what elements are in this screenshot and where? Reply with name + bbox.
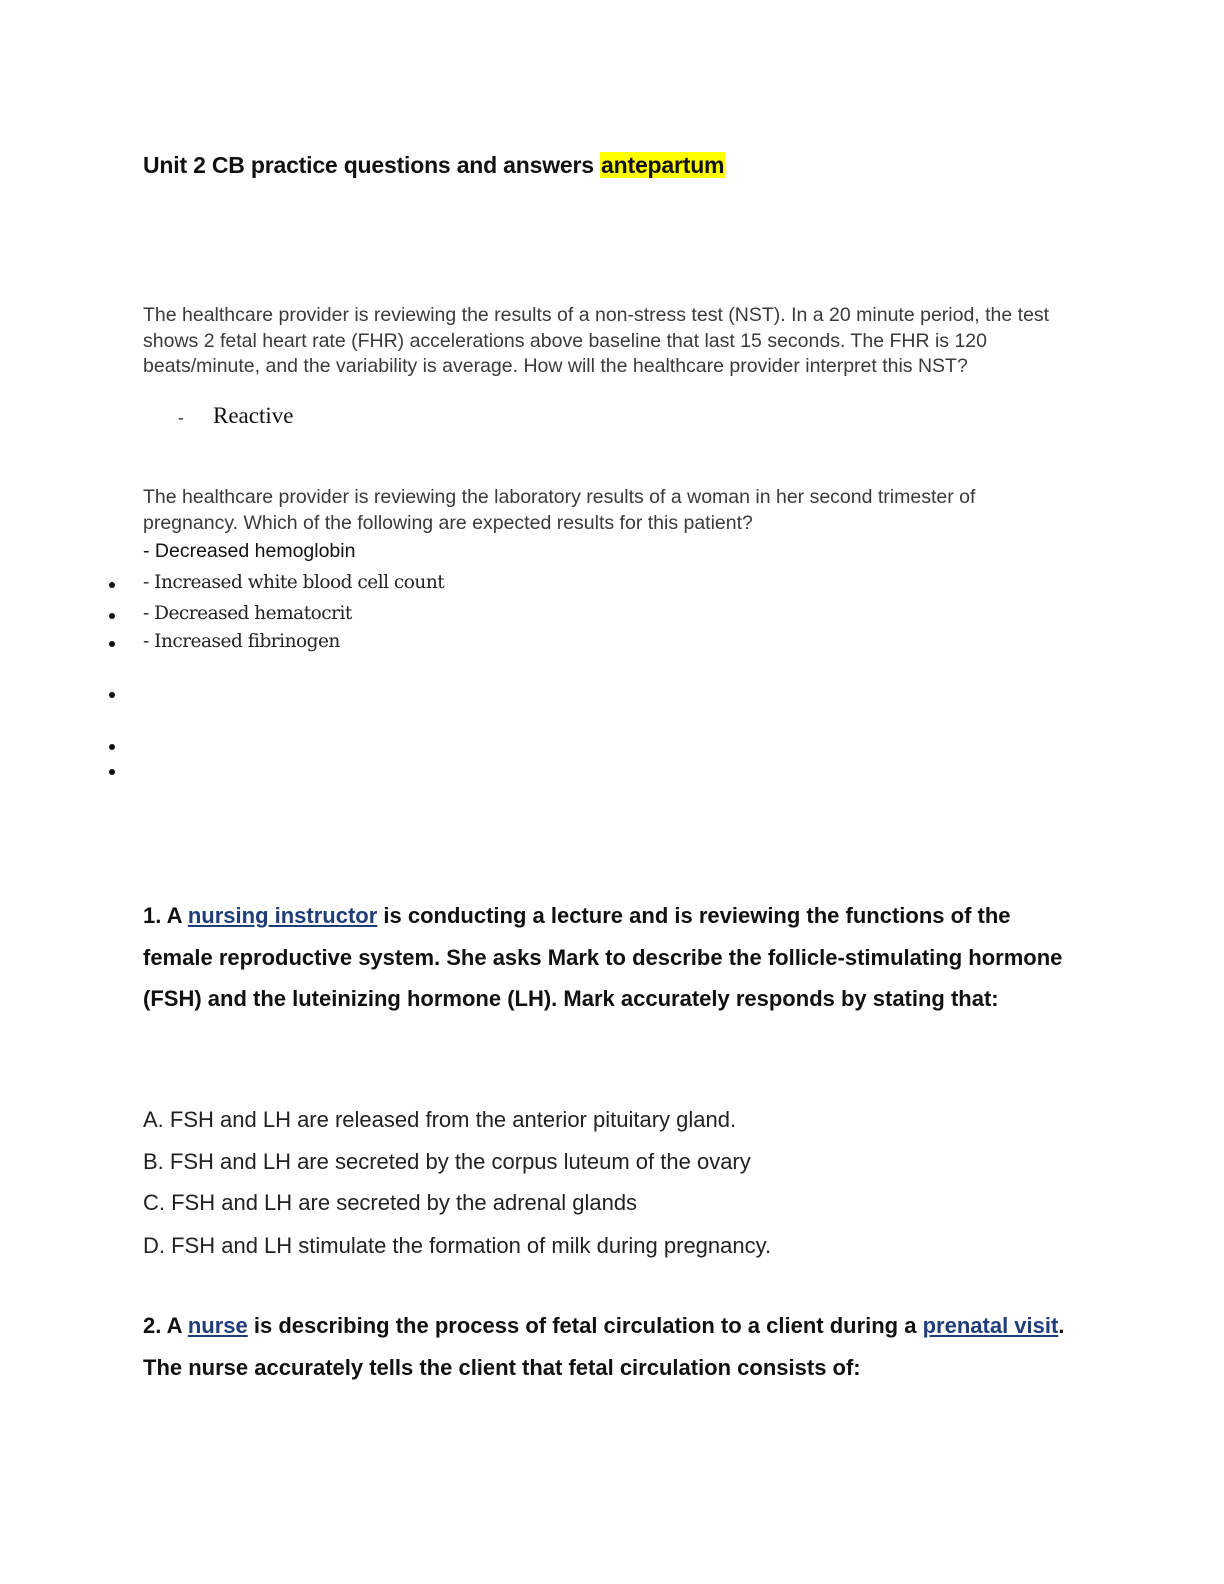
bullet-icon [109,692,115,698]
question-1-option-b: B. FSH and LH are secreted by the corpus luteum of the ovary [143,1149,751,1174]
question-1-option-a: A. FSH and LH are released from the anterior pituitary gland. [143,1107,737,1132]
bullet-icon [109,582,115,588]
lab-answer-3: - Decreased hematocrit [143,603,352,624]
nst-answer: Reactive [213,403,294,428]
question-1-option-c: C. FSH and LH are secreted by the adrenal glands [143,1190,638,1215]
lab-answer-4: - Increased fibrinogen [143,631,340,652]
lab-answer-1: - Decreased hemoglobin [143,540,356,562]
question-1-text: is conducting a lecture and is reviewing the functions of the female reproductive system. She asks Mark to describe the follicle-stimulating hormone (FSH) and the luteinizing hormone (LH). Mark accurately responds by stating that: [143,903,1063,1011]
title-text: Unit 2 CB practice questions and answers [143,152,594,178]
nurse-link[interactable]: nurse [187,1313,248,1338]
title-highlight: antepartum [601,152,725,178]
nst-answer-dash: - [178,408,184,427]
question-1 [143,895,1083,1020]
question-1-option-d: D. FSH and LH stimulate the formation of milk during pregnancy. [143,1233,772,1258]
question-2-prefix: 2. A [143,1313,182,1338]
prenatal-visit-link[interactable]: prenatal visit [922,1313,1059,1338]
page-title [143,152,725,179]
lab-answer-2: - Increased white blood cell count [143,572,445,593]
question-1-prefix: 1. A [143,903,182,928]
nst-question: The healthcare provider is reviewing the results of a non-stress test (NST). In a 20 minute period, the test shows 2 fetal heart rate (FHR) accelerations above baseline that last 15 seconds. The FHR is 120 beats/minute, and the variability is average. How will the healthcare provider interpret this NST? [143,304,1050,377]
question-2-middle: is describing the process of fetal circulation to a client during a [253,1313,917,1338]
bullet-icon [109,769,115,775]
lab-question: The healthcare provider is reviewing the laboratory results of a woman in her second trimester of pregnancy. Which of the following are expected results for this patient? [143,486,976,534]
bullet-icon [109,613,115,619]
nursing-instructor-link[interactable]: nursing instructor [187,903,378,928]
question-2-suffix: . The nurse accurately tells the client that fetal circulation consists of: [143,1313,1065,1380]
question-2 [143,1305,1083,1388]
bullet-icon [109,641,115,647]
bullet-icon [109,744,115,750]
